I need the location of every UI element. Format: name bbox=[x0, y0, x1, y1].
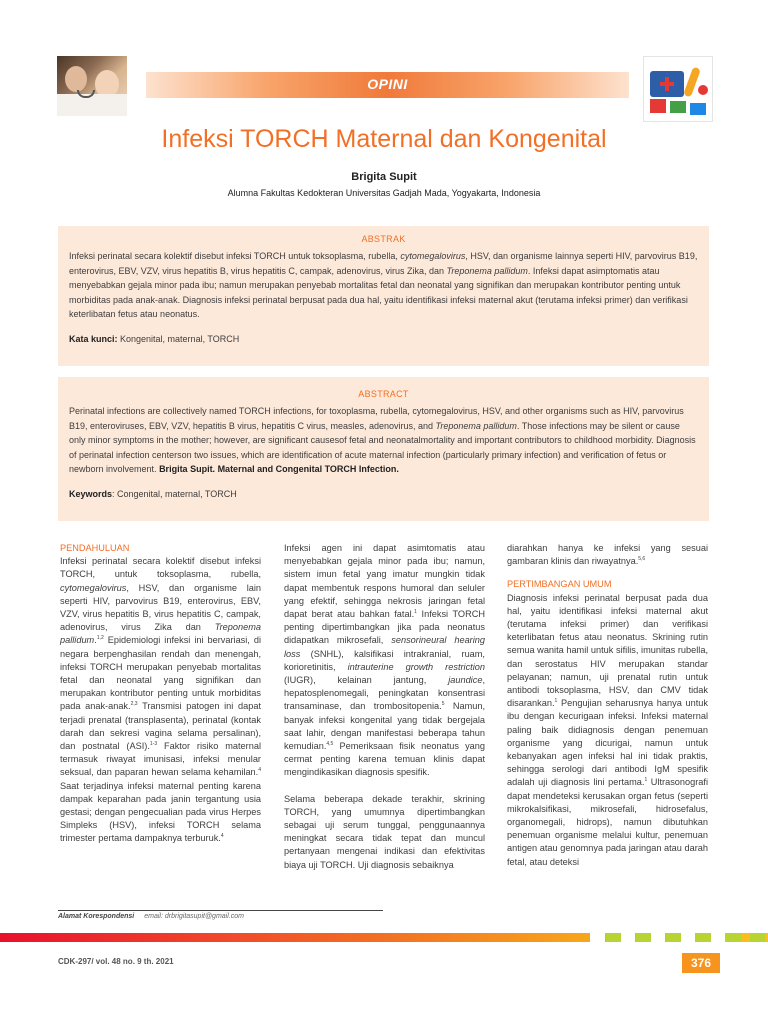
section-label: OPINI bbox=[367, 76, 408, 92]
section-heading-pendahuluan: PENDAHULUAN bbox=[60, 543, 130, 553]
article-title: Infeksi TORCH Maternal dan Kongenital bbox=[161, 125, 607, 153]
stripe-square bbox=[636, 933, 651, 942]
abstract-keywords: Keywords: Congenital, maternal, TORCH bbox=[69, 488, 237, 499]
stripe-gap bbox=[620, 933, 635, 942]
stripe-square bbox=[666, 933, 681, 942]
journal-citation: CDK-297/ vol. 48 no. 9 th. 2021 bbox=[58, 957, 174, 966]
paragraph: Infeksi perinatal secara kolektif disebut infeksi TORCH, untuk toksoplasma, rubella, cytomegalovirus, HSV, dan organisme lain seperti HIV, parvovirus B19, enterovirus, EBV, VZV, virus hepatitis B, virus hepatitis C, campak, adenovirus, virus Zika dan Treponema pallidum.$^{1,2}$ Epidemiologi infeksi ini bervariasi, di negara berpenghasilan rendah dan menengah, infeksi TORCH merupakan penyebab mortalitas fetal dan neonatal yang signifikan dan merupakan kontributor penting untuk morbiditas pada anak-anak.$^{2,3}$ Transmisi patogen ini dapat terjadi prenatal (transplasenta), perinatal (kontak darah dan sekresi vagina selama persalinan), dan postnatal (ASI).$^{1-3}$ Faktor risiko maternal termasuk riwayat imunisasi, infeksi menular seksual, dan paparan hewan selama kehamilan.$^4$ Saat terjadinya infeksi maternal penting karena dampak keparahan pada janin tergantung usia gestasi; dengan pengecualian pada virus Herpes Simpleks (HSV), infeksi TORCH selama trimester pertama dampaknya terburuk.$^4$ bbox=[60, 556, 261, 844]
author-name: Brigita Supit bbox=[351, 171, 417, 183]
abstrak-keywords: Kata kunci: Kongenital, maternal, TORCH bbox=[69, 333, 240, 344]
paragraph: diarahkan hanya ke infeksi yang sesuai gambaran klinis dan riwayatnya.$^{5,6}$ bbox=[507, 543, 708, 567]
body-column-3 bbox=[507, 542, 708, 882]
stripe-gap bbox=[680, 933, 695, 942]
stripe-square bbox=[750, 933, 765, 942]
paragraph: Diagnosis infeksi perinatal berpusat pada dua hal, yaitu identifikasi infeksi maternal akut (terutama infeksi primer) dan verifikasi keterlibatan fetus atau neonatus. Skrining rutin semua wanita hamil untuk sifilis, imunitas rubella, dan serostatus HIV merupakan standar pelayanan; namun, uji prenatal rutin untuk antibodi toksoplasma, HSV, dan CMV tidak disarankan.$^1$ Pengujian seharusnya hanya untuk ibu dengan kecurigaan infeksi. Infeksi maternal paling baik didiagnosis dengan penemuan organisme yang dicurigai, namun untuk kebanyakan agen infeksi hal ini tidak praktis, sehingga serologi dari antibodi IgM spesifik adalah uji diagnosis lini pertama.$^1$ Ultrasonografi dapat mendeteksi kerusakan organ fetus (seperti mikrokalsifikasi, mikrosefali, hidrosefalus, organomegali, hidrops), namun dibutuhkan penemuan organisme melalui kultur, penemuan antigen atau genomnya pada jaringan atau darah fetal, atau deteksi bbox=[507, 592, 708, 867]
stripe-square bbox=[726, 933, 741, 942]
body-column-2 bbox=[284, 542, 485, 885]
stripe-square bbox=[696, 933, 711, 942]
page-number: 376 bbox=[682, 953, 720, 973]
body-column-1 bbox=[60, 542, 261, 859]
paragraph: Infeksi agen ini dapat asimtomatis atau menyebabkan gejala minor pada ibu; namun, sistem imun fetal yang imatur mungkin tidak dapat membentuk respons humoral dan seluler yang efektif, sehingga nekrosis jaringan fetal dapat berat atau bahkan fatal.$^1$ Infeksi TORCH penting dipertimbangkan jika pada neonatus didapatkan mikrosefali, sensorineural hearing loss (SNHL), kalsifikasi intrakranial, ruam, korioretinitis, intrauterine growth restriction (IUGR), kelainan jantung, jaundice, hepatosplenomegali, peningkatan konsentrasi transaminase, dan trombositopenia.$^5$ Namun, banyak infeksi kongenital yang tidak bergejala saat lahir, dengan manifestasi beberapa tahun kemudian.$^{4,5}$ Pemeriksaan fisik neonatus yang cermat penting karena temuan klinis dapat mengindikasikan diagnosis spesifik. bbox=[284, 543, 485, 778]
stripe-gap bbox=[710, 933, 725, 942]
stripe-gap bbox=[590, 933, 605, 942]
correspondence-note: Alamat Korespondensi email: drbrigitasupit@gmail.com bbox=[58, 913, 244, 920]
abstract-text: Perinatal infections are collectively named TORCH infections, for toxoplasma, rubella, cytomegalovirus, HSV, and other organisms such as HIV, parvovirus B19, enteroviruses, EBV, VZV, hepatitis B virus, hepatitis C virus, measles, adenovirus, and Treponema pallidum. Those infections may be silent or cause only minor symptoms in the mother; however, are significant causesof fetal and neonatalmortality and important contributors to childhood morbidity. Diagnosis of perinatal infection centerson two issues, which are identification of acute maternal infection (particularly primary infection) and verification of fetus or newborn involvement. Brigita Supit. Maternal and Congenital TORCH Infection. bbox=[69, 406, 696, 475]
doctor-child-photo bbox=[57, 56, 127, 116]
abstract-heading: ABSTRACT bbox=[358, 389, 409, 399]
author-affiliation: Alumna Fakultas Kedokteran Universitas Gadjah Mada, Yogyakarta, Indonesia bbox=[227, 188, 541, 198]
abstrak-text: Infeksi perinatal secara kolektif disebut infeksi TORCH untuk toksoplasma, rubella, cytomegalovirus, HSV, dan organisme lainnya seperti HIV, parvovirus B19, enterovirus, EBV, VZV, virus hepatitis B, virus hepatitis C, campak, adenovirus, virus Zika, dan Treponema pallidum. Infeksi dapat asimptomatis atau menyebabkan gejala minor pada ibu; namun merupakan penyebab mortalitas fetal dan neonatal yang signifikan dan merupakan kontributor penting untuk morbiditas pada anak-anak. Diagnosis infeksi perinatal berpusat pada dua hal, yaitu identifikasi infeksi maternal akut (terutama infeksi primer) dan verifikasi keterlibatan fetus atau neonatus. bbox=[69, 251, 698, 320]
footnote-divider bbox=[58, 910, 383, 911]
medical-kit-photo bbox=[643, 56, 713, 122]
section-heading-pertimbangan: PERTIMBANGAN UMUM bbox=[507, 579, 612, 590]
abstract-box bbox=[58, 377, 709, 521]
abstrak-heading: ABSTRAK bbox=[361, 234, 406, 244]
stripe-square bbox=[606, 933, 621, 942]
paragraph: Selama beberapa dekade terakhir, skrining TORCH, yang umumnya dipertimbangkan sebagai uji serum tunggal, penggunaannya meningkat secara tidak tepat dan muncul pertanyaan mengenai indikasi dan efektivitas biaya uji TORCH. Uji diagnosis sebaiknya bbox=[284, 793, 485, 870]
stripe-gap bbox=[650, 933, 665, 942]
abstrak-box bbox=[58, 226, 709, 366]
